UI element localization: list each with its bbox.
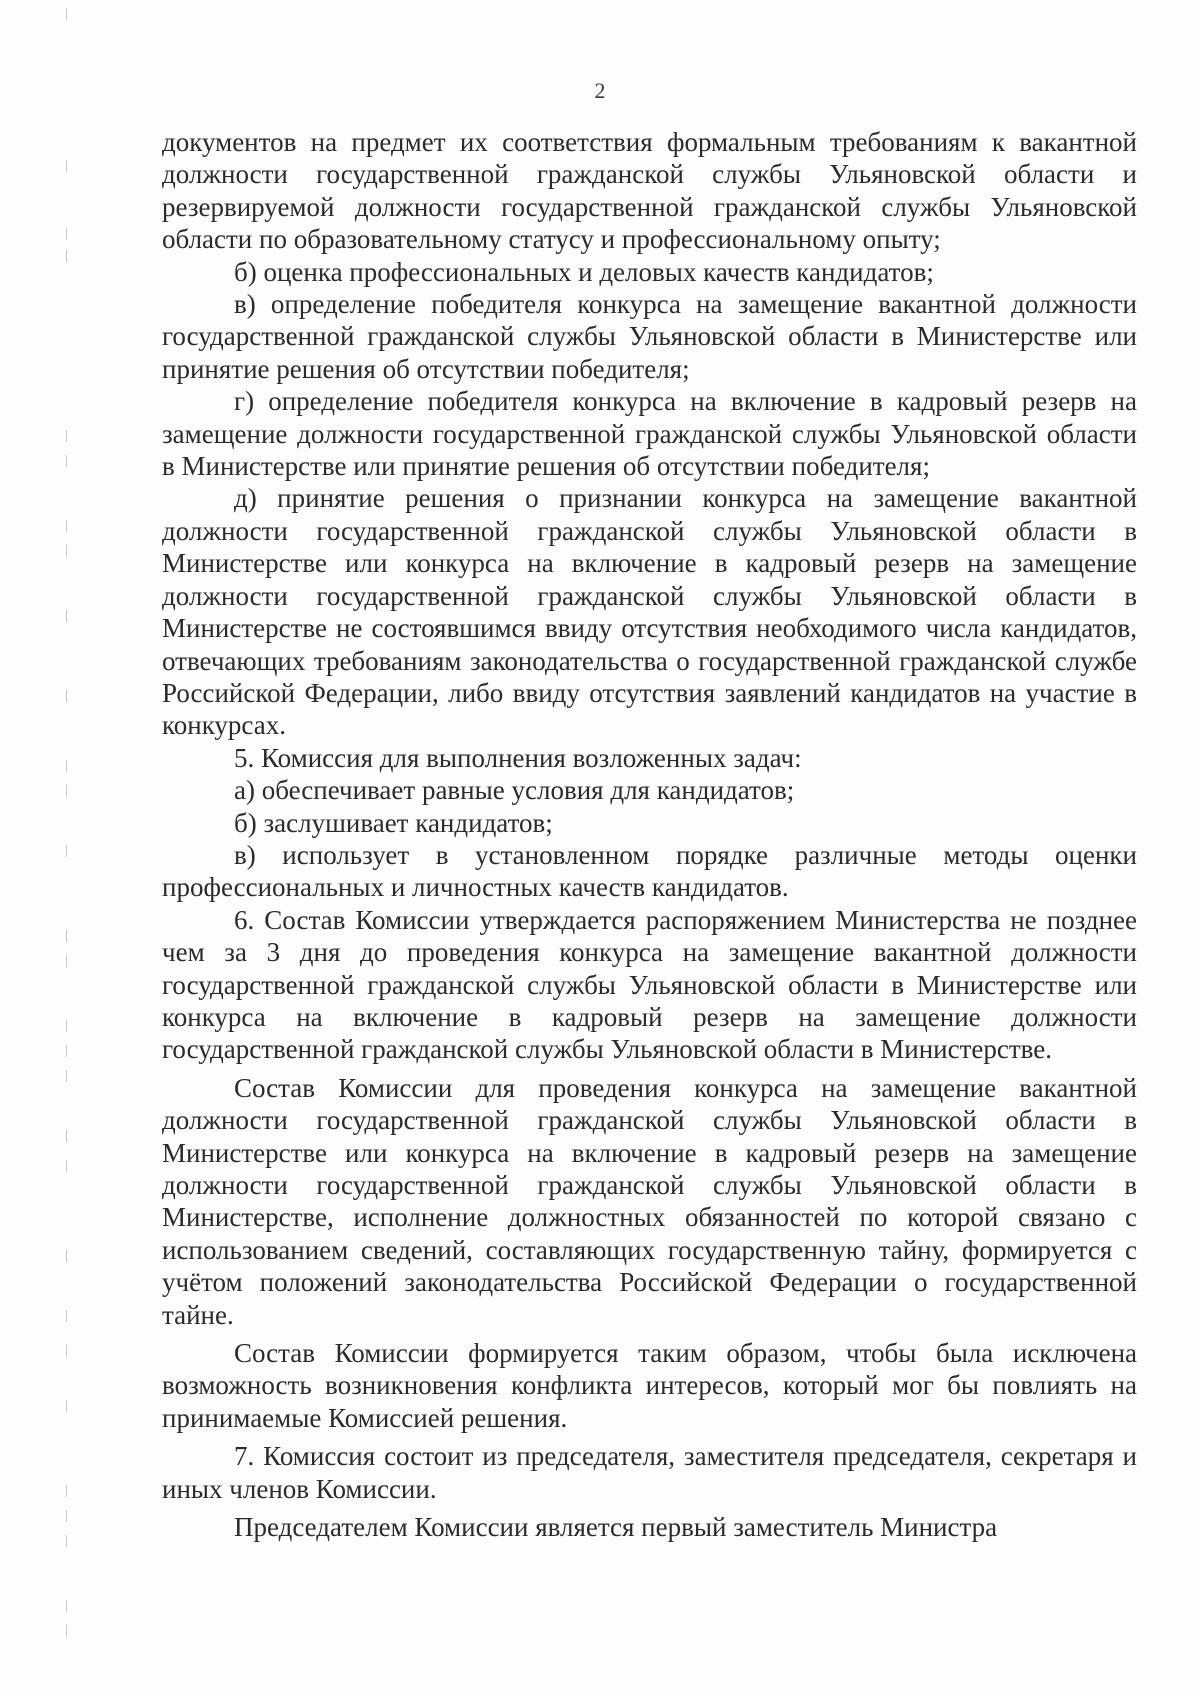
page-number: 2	[594, 78, 606, 103]
paragraph: Председателем Комиссии является первый заместитель Министра	[234, 1512, 998, 1543]
paragraph: д) принятие решения о признании конкурса на замещение вакантной должности государственной гражданской службы Ульяновской области в Министерстве или конкурса на включение в кадровый резерв на замещение должности государственной гражданской службы Ульяновской области в Министерстве не состоявшимся ввиду отсутствия необходимого числа кандидатов, отвечающих требованиям законодательства о государственной гражданской службе Российской Федерации, либо ввиду отсутствия заявлений кандидатов на участие в конкурсах.	[162, 483, 1137, 741]
paragraph: 7. Комиссия состоит из председателя, заместителя председателя, секретаря и иных членов Комиссии.	[162, 1441, 1137, 1504]
paragraph: в) использует в установленном порядке различные методы оценки профессиональных и личностных качеств кандидатов.	[162, 839, 1137, 903]
paragraph: в) определение победителя конкурса на замещение вакантной должности государственной гражданской службы Ульяновской области в Министерстве или принятие решения об отсутствии победителя;	[162, 289, 1137, 384]
paragraph: б) оценка профессиональных и деловых качеств кандидатов;	[234, 256, 934, 287]
paragraph: Состав Комиссии формируется таким образом, чтобы была исключена возможность возникновения конфликта интересов, который мог бы повлиять на принимаемые Комиссией решения.	[162, 1338, 1137, 1433]
document-body	[162, 126, 1137, 1543]
paragraph: документов на предмет их соответствия формальным требованиям к вакантной должности государственной гражданской службы Ульяновской области и резервируемой должности государственной гражданской службы Ульяновской области по образовательному статусу и профессиональному опыту;	[162, 127, 1137, 255]
paragraph: б) заслушивает кандидатов;	[234, 807, 553, 838]
scan-margin-marks	[66, 0, 70, 1697]
paragraph: а) обеспечивает равные условия для кандидатов;	[234, 775, 795, 806]
paragraph: 6. Состав Комиссии утверждается распоряжением Министерства не позднее чем за 3 дня до проведения конкурса на замещение вакантной должности государственной гражданской службы Ульяновской области в Министерстве или конкурса на включение в кадровый резерв на замещение должности государственной гражданской службы Ульяновской области в Министерстве.	[162, 904, 1137, 1065]
paragraph: г) определение победителя конкурса на включение в кадровый резерв на замещение должности государственной гражданской службы Ульяновской области в Министерстве или принятие решения об отсутствии победителя;	[162, 386, 1137, 482]
paragraph: 5. Комиссия для выполнения возложенных задач:	[234, 742, 802, 773]
paragraph: Состав Комиссии для проведения конкурса на замещение вакантной должности государственной гражданской службы Ульяновской области в Министерстве или конкурса на включение в кадровый резерв на замещение должности государственной гражданской службы Ульяновской области в Министерстве, исполнение должностных обязанностей по которой связано с использованием сведений, составляющих государственную тайну, формируется с учётом положений законодательства Российской Федерации о государственной тайне.	[162, 1072, 1137, 1330]
